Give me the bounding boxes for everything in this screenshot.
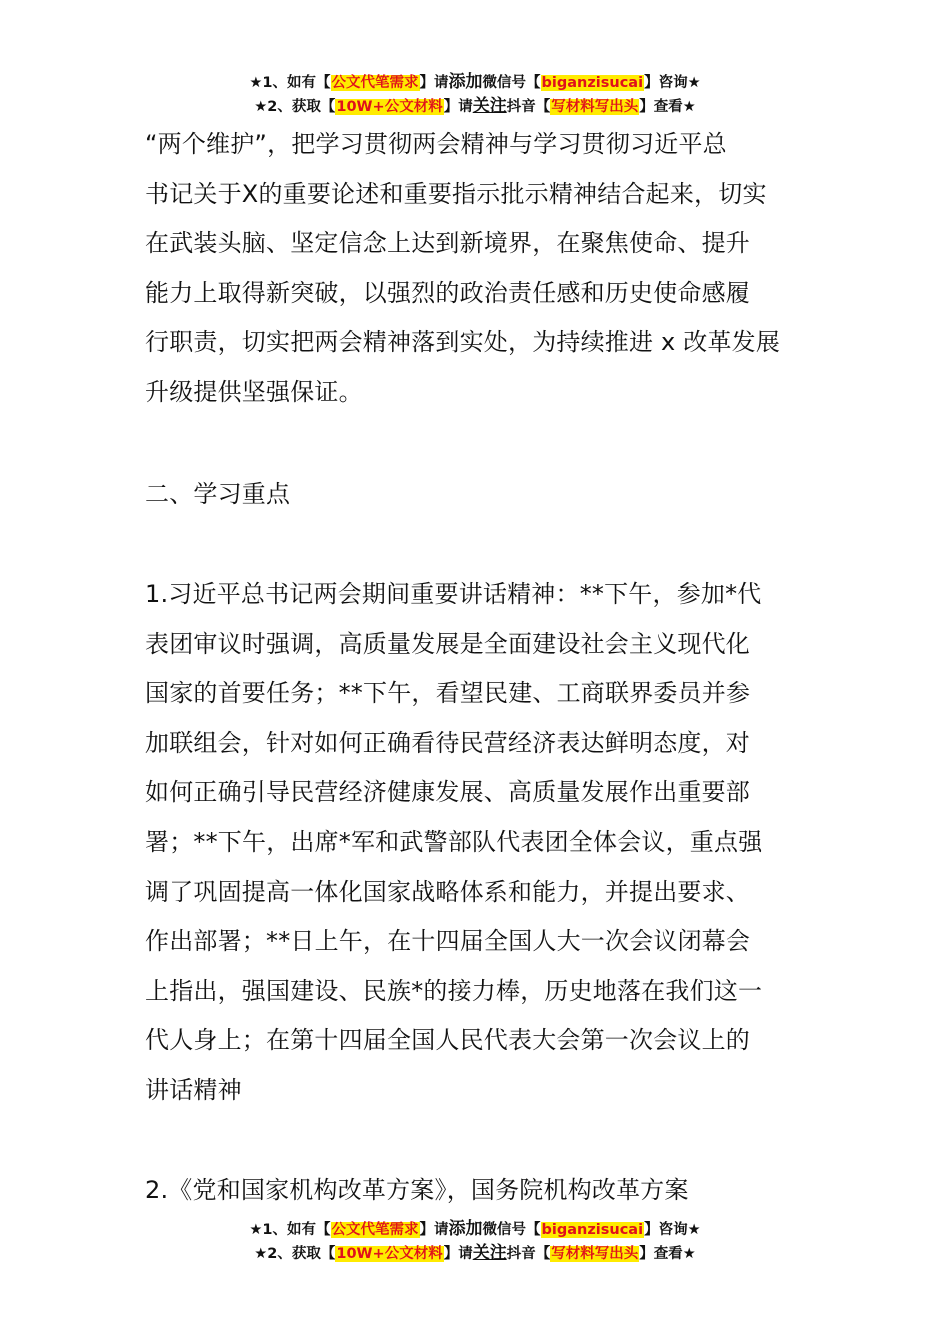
star-icon: ★ bbox=[254, 1246, 268, 1262]
text-line: 书记关于X的重要论述和重要指示批示精神结合起来，切实 bbox=[145, 179, 767, 208]
heading-text: 二、学习重点 bbox=[145, 480, 291, 508]
text-line: 加联组会，针对如何正确看待民营经济表达鲜明态度，对 bbox=[145, 728, 750, 757]
text-line: 升级提供坚强保证。 bbox=[145, 377, 363, 406]
text-line: 行职责，切实把两会精神落到实处，为持续推进 x 改革发展 bbox=[145, 328, 781, 357]
star-icon: ★ bbox=[249, 75, 263, 91]
text-line: 能力上取得新突破，以强烈的政治责任感和历史使命感履 bbox=[145, 278, 750, 307]
text-line: 作出部署；**日上午，在十四届全国人大一次会议闭幕会 bbox=[145, 927, 751, 956]
star-icon: ★ bbox=[254, 99, 268, 115]
star-icon: ★ bbox=[682, 1246, 696, 1262]
star-icon: ★ bbox=[249, 1222, 263, 1238]
text-line: 调了巩固提高一体化国家战略体系和能力，并提出要求、 bbox=[145, 877, 750, 906]
text-line: 上指出，强国建设、民族*的接力棒，历史地落在我们这一 bbox=[145, 976, 763, 1005]
star-icon: ★ bbox=[687, 1222, 701, 1238]
paragraph-study-point-1 bbox=[145, 570, 810, 1116]
promo-line-2: ★2、获取【10W+公文材料】请关注抖音【写材料写出头】查看★ bbox=[254, 1243, 696, 1263]
highlight-service: 公文代笔需求 bbox=[331, 1222, 419, 1238]
highlight-wechat-id: biganzisucai bbox=[541, 1222, 644, 1238]
promo-banner-top bbox=[0, 70, 950, 118]
star-icon: ★ bbox=[682, 99, 696, 115]
section-heading bbox=[145, 470, 810, 520]
text-line: 在武装头脑、坚定信念上达到新境界，在聚焦使命、提升 bbox=[145, 229, 750, 258]
text-line: 2.《党和国家机构改革方案》，国务院机构改革方案 bbox=[145, 1176, 689, 1204]
highlight-materials: 10W+公文材料 bbox=[336, 99, 443, 115]
text-line: 1.习近平总书记两会期间重要讲话精神：**下午，参加*代 bbox=[145, 580, 762, 608]
paragraph-study-point-2 bbox=[145, 1166, 810, 1216]
highlight-wechat-id: biganzisucai bbox=[541, 75, 644, 91]
promo-line-2: ★2、获取【10W+公文材料】请关注抖音【写材料写出头】查看★ bbox=[254, 96, 696, 116]
text-line: 国家的首要任务；**下午，看望民建、工商联界委员并参 bbox=[145, 679, 751, 708]
promo-line-1: ★1、如有【公文代笔需求】请添加微信号【biganzisucai】咨询★ bbox=[249, 1219, 701, 1239]
text-line: 讲话精神 bbox=[145, 1075, 242, 1104]
promo-line-1: ★1、如有【公文代笔需求】请添加微信号【biganzisucai】咨询★ bbox=[249, 72, 701, 92]
highlight-service: 公文代笔需求 bbox=[331, 75, 419, 91]
text-line: 如何正确引导民营经济健康发展、高质量发展作出重要部 bbox=[145, 778, 750, 807]
text-line: 代人身上；在第十四届全国人民代表大会第一次会议上的 bbox=[145, 1026, 750, 1055]
highlight-douyin: 写材料写出头 bbox=[551, 99, 639, 115]
paragraph-intro bbox=[145, 120, 810, 418]
text-line: 表团审议时强调，高质量发展是全面建设社会主义现代化 bbox=[145, 629, 750, 658]
promo-banner-bottom bbox=[0, 1217, 950, 1265]
text-line: 署；**下午，出席*军和武警部队代表团全体会议，重点强 bbox=[145, 827, 763, 856]
text-line: “两个维护”，把学习贯彻两会精神与学习贯彻习近平总 bbox=[145, 130, 727, 158]
star-icon: ★ bbox=[687, 75, 701, 91]
highlight-materials: 10W+公文材料 bbox=[336, 1246, 443, 1262]
highlight-douyin: 写材料写出头 bbox=[551, 1246, 639, 1262]
